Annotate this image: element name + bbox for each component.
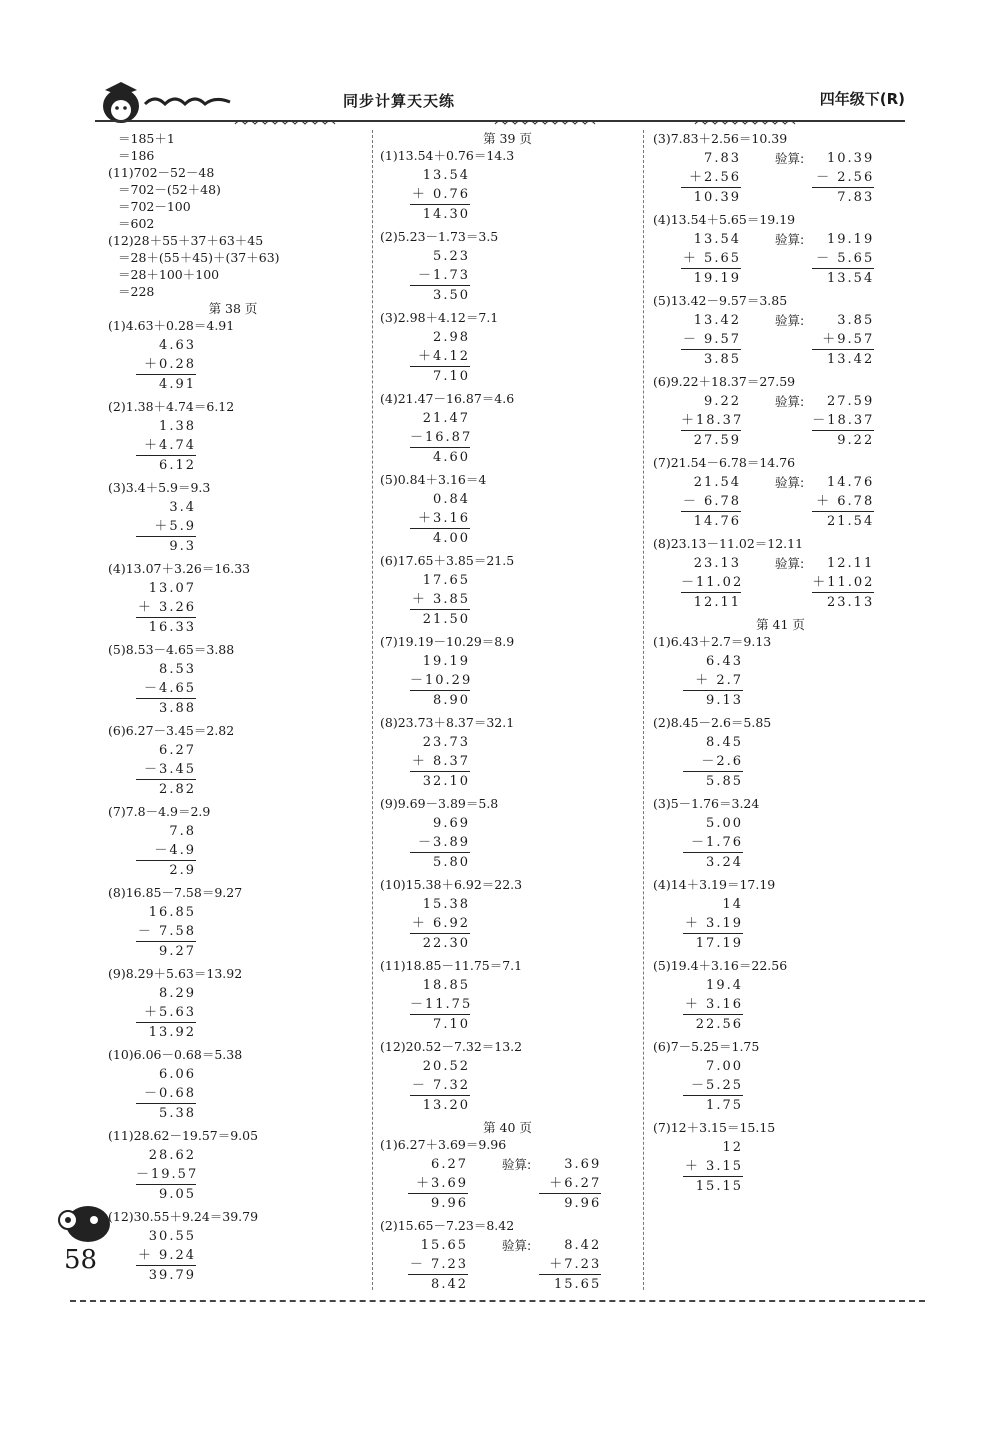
calc-operand-2: －11.02 <box>681 575 744 590</box>
equation-line: (7)12＋3.15＝15.15 <box>653 1120 776 1135</box>
verification-calculation <box>812 149 874 207</box>
equation-line: (3)5－1.76＝3.24 <box>653 796 760 811</box>
calc-operand-1: 12.11 <box>827 556 875 571</box>
verify-label: 验算: <box>775 313 805 328</box>
calc-operand-2: －1.73 <box>418 268 470 283</box>
equation-line: (2)8.45－2.6＝5.85 <box>653 715 772 730</box>
calc-result: 9.27 <box>136 941 196 961</box>
calc-operand-2: － 7.32 <box>411 1078 470 1093</box>
vertical-calculation <box>410 1057 470 1115</box>
equation-line: (5)8.53－4.65＝3.88 <box>108 642 235 657</box>
calc-operand-1: 7.83 <box>704 151 741 166</box>
calc-result: 7.10 <box>410 1014 470 1034</box>
calc-operand-2: －10.29 <box>410 673 473 688</box>
calc-operand-1: 2.98 <box>433 330 470 345</box>
column-divider <box>372 130 373 1290</box>
calc-result: 8.90 <box>410 690 470 710</box>
right-column <box>653 130 908 1200</box>
vertical-calculation <box>136 741 196 799</box>
text-line: ＝228 <box>118 284 155 299</box>
calc-operand-2: －2.6 <box>701 754 743 769</box>
calc-operand-1: 23.13 <box>693 556 741 571</box>
calc-result: 7.83 <box>812 187 874 207</box>
calc-operand-1: 19.19 <box>827 232 875 247</box>
calc-operand-1: 13.42 <box>693 313 741 328</box>
text-line: (12)28＋55＋37＋63＋45 <box>108 233 264 248</box>
calc-operand-1: 7.00 <box>706 1059 743 1074</box>
calc-with-verification <box>681 552 908 616</box>
calc-operand-2: ＋18.37 <box>681 413 744 428</box>
calc-operand-2: －19.57 <box>136 1167 199 1182</box>
equation-line: (6)6.27－3.45＝2.82 <box>108 723 235 738</box>
calc-result: 4.60 <box>410 447 470 467</box>
vertical-calculation <box>681 149 741 207</box>
calc-operand-2: ＋6.27 <box>549 1176 602 1191</box>
verification-calculation <box>812 554 874 612</box>
equation-line: (8)23.73＋8.37＝32.1 <box>380 715 515 730</box>
vertical-calculation <box>136 579 196 637</box>
equation-line: (3)2.98＋4.12＝7.1 <box>380 310 499 325</box>
equation-line: (2)5.23－1.73＝3.5 <box>380 229 499 244</box>
text-line: ＝702－100 <box>118 199 191 214</box>
calc-with-verification <box>408 1153 635 1217</box>
equation-line: (4)21.47－16.87＝4.6 <box>380 391 515 406</box>
equation-line: (3)3.4＋5.9＝9.3 <box>108 480 211 495</box>
calc-result: 13.20 <box>410 1095 470 1115</box>
vertical-calculation <box>410 895 470 953</box>
calc-result: 5.85 <box>683 771 743 791</box>
calc-result: 4.00 <box>410 528 470 548</box>
verification-calculation <box>812 392 874 450</box>
calc-operand-2: － 7.23 <box>409 1257 468 1272</box>
calc-operand-2: － 5.65 <box>816 251 875 266</box>
vertical-calculation <box>681 473 741 531</box>
calc-result: 3.50 <box>410 285 470 305</box>
calc-operand-2: ＋ 8.37 <box>411 754 470 769</box>
equation-line: (12)30.55＋9.24＝39.79 <box>108 1209 259 1224</box>
calc-result: 21.50 <box>410 609 470 629</box>
text-line: ＝702－(52＋48) <box>118 182 221 197</box>
vertical-calculation <box>410 247 470 305</box>
calc-result: 14.30 <box>410 204 470 224</box>
calc-with-verification <box>681 147 908 211</box>
calc-operand-1: 5.23 <box>433 249 470 264</box>
vertical-calculation <box>408 1236 468 1294</box>
vertical-calculation <box>410 490 470 548</box>
calc-operand-2: －11.75 <box>410 997 473 1012</box>
calc-operand-2: － 9.57 <box>682 332 741 347</box>
vertical-calculation <box>683 1138 743 1196</box>
calc-operand-2: ＋3.69 <box>416 1176 468 1191</box>
equation-line: (8)23.13－11.02＝12.11 <box>653 536 804 551</box>
vertical-calculation <box>136 822 196 880</box>
equation-line: (5)0.84＋3.16＝4 <box>380 472 487 487</box>
calc-with-verification <box>681 309 908 373</box>
calc-operand-2: ＋ 3.26 <box>137 600 196 615</box>
calc-operand-2: ＋ 9.24 <box>137 1248 196 1263</box>
equation-line: (12)20.52－7.32＝13.2 <box>380 1039 523 1054</box>
calc-operand-2: ＋7.23 <box>549 1257 602 1272</box>
calc-result: 3.85 <box>681 349 741 369</box>
calc-operand-2: －3.45 <box>144 762 196 777</box>
calc-result: 39.79 <box>136 1265 196 1285</box>
vertical-calculation <box>683 652 743 710</box>
calc-operand-1: 0.84 <box>433 492 470 507</box>
calc-operand-1: 8.29 <box>159 986 196 1001</box>
calc-operand-1: 7.8 <box>169 824 196 839</box>
equation-line: (1)6.27＋3.69＝9.96 <box>380 1137 507 1152</box>
vertical-calculation <box>681 230 741 288</box>
mascot-icon <box>48 1190 118 1250</box>
calc-result: 17.19 <box>683 933 743 953</box>
calc-operand-1: 8.42 <box>564 1238 602 1253</box>
calc-operand-1: 4.63 <box>159 338 196 353</box>
equation-line: (10)6.06－0.68＝5.38 <box>108 1047 243 1062</box>
calc-operand-1: 5.00 <box>706 816 743 831</box>
equation-line: (6)17.65＋3.85＝21.5 <box>380 553 515 568</box>
calc-operand-1: 27.59 <box>827 394 875 409</box>
calc-result: 9.13 <box>683 690 743 710</box>
vertical-calculation <box>136 660 196 718</box>
equation-line: (9)8.29＋5.63＝13.92 <box>108 966 243 981</box>
equation-line: (5)19.4＋3.16＝22.56 <box>653 958 788 973</box>
verify-label: 验算: <box>775 151 805 166</box>
calc-result: 9.22 <box>812 430 874 450</box>
calc-operand-1: 9.69 <box>433 816 470 831</box>
vertical-calculation <box>681 392 744 450</box>
equation-line: (1)4.63＋0.28＝4.91 <box>108 318 235 333</box>
calc-operand-1: 18.85 <box>422 978 470 993</box>
calc-result: 19.19 <box>681 268 741 288</box>
equation-line: (11)18.85－11.75＝7.1 <box>380 958 523 973</box>
verification-calculation <box>812 311 874 369</box>
calc-result: 13.54 <box>812 268 874 288</box>
calc-with-verification <box>681 471 908 535</box>
vertical-calculation <box>136 903 196 961</box>
text-line: ＝602 <box>118 216 155 231</box>
vertical-calculation <box>683 895 743 953</box>
calc-operand-1: 30.55 <box>148 1229 196 1244</box>
calc-operand-2: － 2.56 <box>816 170 875 185</box>
calc-operand-1: 19.19 <box>422 654 470 669</box>
vertical-calculation <box>410 409 473 467</box>
vertical-calculation <box>136 1227 196 1285</box>
calc-operand-2: ＋ 3.16 <box>684 997 743 1012</box>
text-line: ＝28＋(55＋45)＋(37＋63) <box>118 250 280 265</box>
calc-result: 7.10 <box>410 366 470 386</box>
calc-with-verification <box>408 1234 635 1298</box>
calc-operand-1: 15.65 <box>420 1238 468 1253</box>
calc-result: 15.15 <box>683 1176 743 1196</box>
page-title: 第 38 页 <box>208 301 258 316</box>
calc-operand-1: 6.27 <box>159 743 196 758</box>
verify-label: 验算: <box>502 1157 532 1172</box>
calc-result: 3.24 <box>683 852 743 872</box>
verify-label: 验算: <box>775 475 805 490</box>
page-title: 第 39 页 <box>483 131 532 146</box>
calc-result: 9.96 <box>408 1193 468 1213</box>
calc-result: 2.9 <box>136 860 196 880</box>
verification-calculation <box>812 230 874 288</box>
calc-operand-1: 16.85 <box>148 905 196 920</box>
calc-result: 1.75 <box>683 1095 743 1115</box>
vertical-calculation <box>683 1057 743 1115</box>
calc-result: 22.30 <box>410 933 470 953</box>
equation-line: (7)21.54－6.78＝14.76 <box>653 455 796 470</box>
page-title: 第 41 页 <box>756 617 805 632</box>
calc-operand-1: 13.07 <box>148 581 196 596</box>
verify-label: 验算: <box>775 556 805 571</box>
vertical-calculation <box>136 984 196 1042</box>
calc-result: 5.80 <box>410 852 470 872</box>
calc-result: 32.10 <box>410 771 470 791</box>
calc-operand-2: ＋ 6.78 <box>816 494 875 509</box>
calc-operand-2: ＋4.12 <box>418 349 470 364</box>
calc-operand-2: ＋ 0.76 <box>411 187 470 202</box>
vertical-calculation <box>683 814 743 872</box>
calc-result: 13.92 <box>136 1022 196 1042</box>
verification-calculation <box>539 1155 601 1213</box>
calc-operand-2: ＋5.63 <box>144 1005 196 1020</box>
calc-operand-2: ＋3.16 <box>418 511 470 526</box>
calc-operand-2: － 7.58 <box>137 924 196 939</box>
calc-operand-2: ＋ 3.85 <box>411 592 470 607</box>
calc-operand-1: 21.54 <box>693 475 741 490</box>
vertical-calculation <box>136 498 196 556</box>
vertical-calculation <box>410 652 473 710</box>
vertical-calculation <box>683 733 743 791</box>
footer-dashed-line <box>70 1300 925 1302</box>
equation-line: (1)13.54＋0.76＝14.3 <box>380 148 515 163</box>
series-title: 同步计算天天练 <box>343 92 456 110</box>
text-line: ＝186 <box>118 148 155 163</box>
equation-line: (5)13.42－9.57＝3.85 <box>653 293 788 308</box>
calc-result: 16.33 <box>136 617 196 637</box>
calc-operand-1: 1.38 <box>159 419 196 434</box>
page-title: 第 40 页 <box>483 1120 532 1135</box>
calc-result: 15.65 <box>539 1274 601 1294</box>
vertical-calculation <box>136 1146 199 1204</box>
vertical-calculation <box>410 166 470 224</box>
calc-operand-2: ＋2.56 <box>689 170 741 185</box>
grade-label: 四年级下(R) <box>819 90 905 108</box>
text-line: (11)702－52－48 <box>108 165 215 180</box>
calc-result: 6.12 <box>136 455 196 475</box>
calc-operand-2: ＋ 6.92 <box>411 916 470 931</box>
calc-operand-2: －4.65 <box>144 681 196 696</box>
calc-result: 9.3 <box>136 536 196 556</box>
left-column <box>108 130 358 1289</box>
calc-operand-1: 23.73 <box>422 735 470 750</box>
calc-result: 2.82 <box>136 779 196 799</box>
vertical-calculation <box>681 554 744 612</box>
verification-calculation <box>539 1236 601 1294</box>
calc-result: 14.76 <box>681 511 741 531</box>
verify-label: 验算: <box>775 394 805 409</box>
calc-operand-1: 3.4 <box>169 500 196 515</box>
verify-label: 验算: <box>502 1238 532 1253</box>
vertical-calculation <box>410 571 470 629</box>
calc-operand-2: ＋ 5.65 <box>682 251 741 266</box>
calc-result: 9.05 <box>136 1184 196 1204</box>
calc-operand-2: －1.76 <box>691 835 743 850</box>
column-divider <box>643 130 644 1290</box>
equation-line: (6)7－5.25＝1.75 <box>653 1039 760 1054</box>
calc-operand-2: ＋0.28 <box>144 357 196 372</box>
calc-operand-1: 13.54 <box>422 168 470 183</box>
vertical-calculation <box>683 976 743 1034</box>
calc-operand-2: ＋ 2.7 <box>695 673 743 688</box>
calc-operand-2: ＋ 3.19 <box>684 916 743 931</box>
calc-operand-2: －5.25 <box>691 1078 743 1093</box>
calc-operand-2: ＋ 3.15 <box>684 1159 743 1174</box>
equation-line: (9)9.69－3.89＝5.8 <box>380 796 499 811</box>
middle-column <box>380 130 635 1298</box>
calc-operand-2: －16.87 <box>410 430 473 445</box>
equation-line: (8)16.85－7.58＝9.27 <box>108 885 243 900</box>
calc-operand-2: － 6.78 <box>682 494 741 509</box>
verify-label: 验算: <box>775 232 805 247</box>
calc-operand-1: 17.65 <box>422 573 470 588</box>
calc-operand-1: 10.39 <box>827 151 875 166</box>
calc-operand-1: 3.69 <box>564 1157 602 1172</box>
calc-result: 22.56 <box>683 1014 743 1034</box>
calc-with-verification <box>681 390 908 454</box>
calc-operand-1: 8.53 <box>159 662 196 677</box>
vertical-calculation <box>410 328 470 386</box>
calc-operand-1: 8.45 <box>706 735 743 750</box>
calc-operand-2: ＋9.57 <box>822 332 875 347</box>
vertical-calculation <box>136 417 196 475</box>
calc-result: 4.91 <box>136 374 196 394</box>
equation-line: (4)13.54＋5.65＝19.19 <box>653 212 796 227</box>
calc-result: 21.54 <box>812 511 874 531</box>
equation-line: (4)13.07＋3.26＝16.33 <box>108 561 251 576</box>
vertical-calculation <box>410 814 470 872</box>
vertical-calculation <box>410 733 470 791</box>
calc-operand-1: 13.54 <box>693 232 741 247</box>
calc-operand-1: 20.52 <box>422 1059 470 1074</box>
equation-line: (7)19.19－10.29＝8.9 <box>380 634 515 649</box>
calc-operand-2: ＋5.9 <box>154 519 196 534</box>
equation-line: (11)28.62－19.57＝9.05 <box>108 1128 259 1143</box>
equation-line: (7)7.8－4.9＝2.9 <box>108 804 211 819</box>
calc-result: 9.96 <box>539 1193 601 1213</box>
calc-operand-2: －18.37 <box>812 413 875 428</box>
calc-operand-1: 6.27 <box>431 1157 468 1172</box>
calc-result: 3.88 <box>136 698 196 718</box>
calc-operand-1: 9.22 <box>704 394 741 409</box>
vertical-calculation <box>681 311 741 369</box>
calc-operand-1: 12 <box>722 1140 743 1155</box>
calc-operand-1: 21.47 <box>422 411 470 426</box>
calc-result: 5.38 <box>136 1103 196 1123</box>
calc-result: 23.13 <box>812 592 874 612</box>
verification-calculation <box>812 473 874 531</box>
calc-operand-1: 6.43 <box>706 654 743 669</box>
calc-operand-2: ＋11.02 <box>812 575 875 590</box>
equation-line: (3)7.83＋2.56＝10.39 <box>653 131 788 146</box>
calc-with-verification <box>681 228 908 292</box>
calc-operand-1: 6.06 <box>159 1067 196 1082</box>
equation-line: (2)15.65－7.23＝8.42 <box>380 1218 515 1233</box>
equation-line: (2)1.38＋4.74＝6.12 <box>108 399 235 414</box>
calc-result: 13.42 <box>812 349 874 369</box>
calc-operand-2: －3.89 <box>418 835 470 850</box>
equation-line: (6)9.22＋18.37＝27.59 <box>653 374 796 389</box>
calc-result: 12.11 <box>681 592 741 612</box>
calc-operand-1: 19.4 <box>706 978 743 993</box>
calc-operand-1: 14 <box>722 897 743 912</box>
vertical-calculation <box>408 1155 468 1213</box>
calc-result: 10.39 <box>681 187 741 207</box>
text-line: ＝185＋1 <box>118 131 175 146</box>
header-border-decoration <box>95 115 905 127</box>
vertical-calculation <box>410 976 473 1034</box>
calc-operand-1: 15.38 <box>422 897 470 912</box>
calc-operand-2: －4.9 <box>154 843 196 858</box>
equation-line: (1)6.43＋2.7＝9.13 <box>653 634 772 649</box>
equation-line: (10)15.38＋6.92＝22.3 <box>380 877 523 892</box>
page-number: 58 <box>64 1245 98 1275</box>
calc-operand-2: －0.68 <box>144 1086 196 1101</box>
calc-operand-2: ＋4.74 <box>144 438 196 453</box>
vertical-calculation <box>136 336 196 394</box>
equation-line: (4)14＋3.19＝17.19 <box>653 877 776 892</box>
calc-operand-1: 3.85 <box>837 313 875 328</box>
vertical-calculation <box>136 1065 196 1123</box>
calc-result: 8.42 <box>408 1274 468 1294</box>
calc-result: 27.59 <box>681 430 741 450</box>
calc-operand-1: 28.62 <box>148 1148 196 1163</box>
text-line: ＝28＋100＋100 <box>118 267 220 282</box>
calc-operand-1: 14.76 <box>827 475 875 490</box>
